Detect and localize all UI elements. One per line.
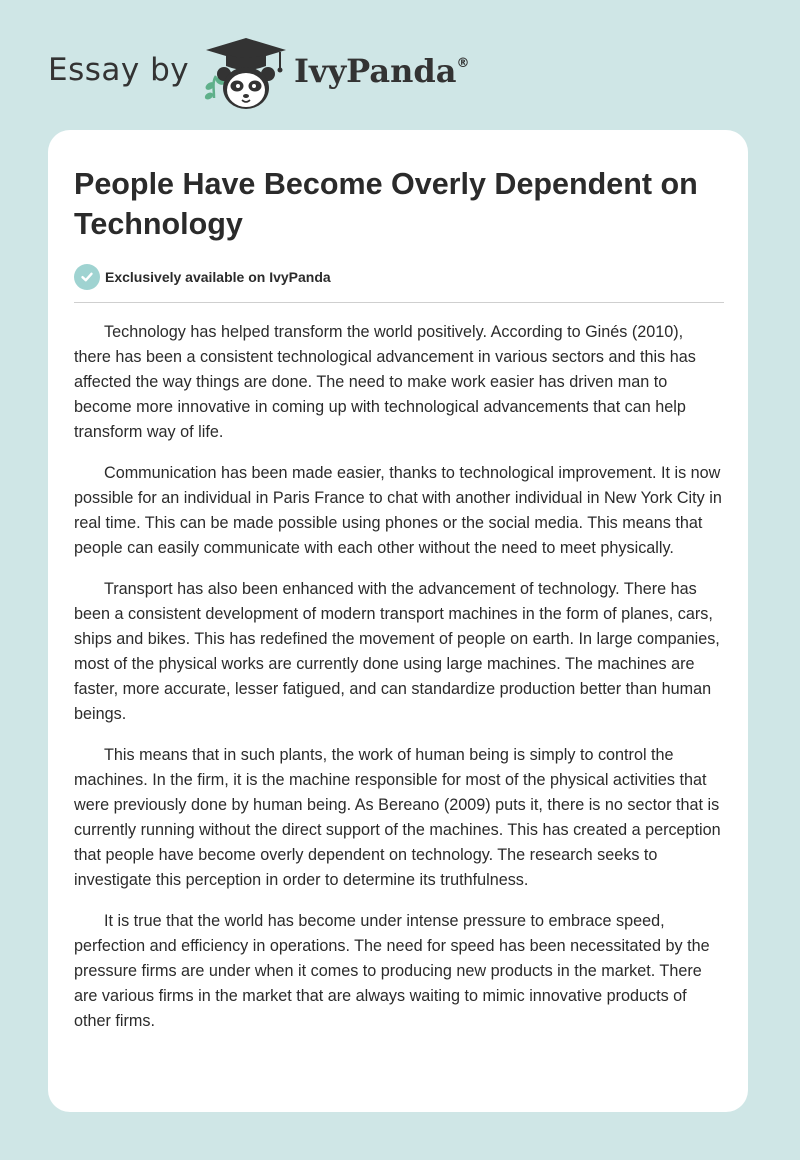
panda-graduate-logo-icon[interactable] [200,34,292,112]
essay-title: People Have Become Overly Dependent on Technology [74,167,698,241]
site-header [0,0,800,128]
essay-body [74,320,724,1050]
paragraph-2: Communication has been made easier, thanks to technological improvement. It is now possible for an individual in Paris France to chat with another individual in New York City in real time. This can be made possible using phones or the social media. This means that people can easily communicate with each other without the need to meet physically. [74,464,722,557]
brand-name[interactable] [294,52,469,90]
paragraph-1: Technology has helped transform the world positively. According to Ginés (2010), there has been a consistent technological advancement in various sectors and this has affected the way things are done. The need to make work easier has driven man to become more innovative in coming up with technological advancements that can help transform way of life. [74,323,696,441]
essay-card [48,130,748,1112]
essay-by-label: Essay by [48,52,190,88]
paragraph-4: This means that in such plants, the work of human being is simply to control the machines. In the firm, it is the machine responsible for most of the physical activities that were previously done by human being. As Bereano (2009) puts it, there is no sector that is currently running without the direct support of the machines. This has created a perception that people have become overly dependent on technology. The research seeks to investigate this perception in order to determine its truthfulness. [74,746,721,889]
check-icon [74,264,100,290]
exclusive-badge [74,264,331,290]
registered-mark: ® [456,56,470,71]
brand-name-text: IvyPanda [294,52,457,90]
exclusive-badge-label: Exclusively available on IvyPanda [105,269,331,285]
paragraph-5: It is true that the world has become under intense pressure to embrace speed, perfection and efficiency in operations. The need for speed has been necessitated by the pressure firms are under when it comes to producing new products in the market. There are various firms in the market that are always waiting to mimic innovative products of other firms. [74,912,710,1030]
divider [74,302,724,303]
paragraph-3: Transport has also been enhanced with the advancement of technology. There has been a consistent development of modern transport machines in the form of planes, cars, ships and bikes. This has redefined the movement of people on earth. In large companies, most of the physical works are currently done using large machines. The machines are faster, more accurate, lesser fatigued, and can standardize production better than human beings. [74,580,720,723]
